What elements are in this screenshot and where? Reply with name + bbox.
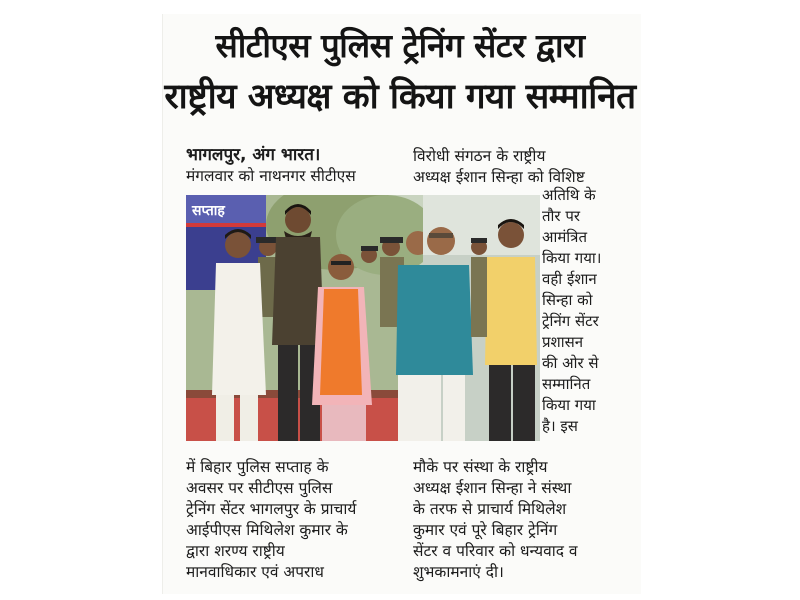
right-column-top — [413, 146, 585, 188]
article-line: सेंटर व परिवार को धन्यवाद व — [413, 542, 578, 560]
article-line: अवसर पर सीटीएस पुलिस — [186, 479, 333, 497]
article-line: आईपीएस मिथिलेश कुमार के — [186, 521, 348, 539]
group-photo-illustration — [186, 195, 423, 441]
article-line: है। इस — [542, 417, 578, 435]
event-photo — [186, 195, 423, 441]
article-line: ट्रेनिंग सेंटर — [542, 312, 599, 330]
article-line: प्रशासन — [542, 333, 584, 351]
event-photo-right — [423, 195, 540, 441]
headline-line-1: सीटीएस पुलिस ट्रेनिंग सेंटर द्वारा — [215, 26, 585, 65]
article-line: अतिथि के — [542, 186, 596, 204]
article-line: ट्रेनिंग सेंटर भागलपुर के प्राचार्य — [186, 500, 357, 518]
right-column-bottom — [413, 457, 578, 583]
article-line: शुभकामनाएं दी। — [413, 563, 504, 581]
article-line: अध्यक्ष ईशान सिन्हा को विशिष्ट — [413, 168, 585, 186]
article-line: किया गया — [542, 396, 596, 414]
dateline: भागलपुर, अंग भारत। — [186, 145, 321, 165]
article-line: में बिहार पुलिस सप्ताह के — [186, 458, 329, 476]
article-line: कुमार एवं पूरे बिहार ट्रेनिंग — [413, 521, 558, 539]
article-line: आमंत्रित — [542, 228, 588, 246]
article-line: मानवाधिकार एवं अपराध — [186, 563, 324, 581]
article-line: किया गया। — [542, 249, 602, 267]
article-line: मौके पर संस्था के राष्ट्रीय — [413, 458, 548, 476]
article-line: वही ईशान — [542, 270, 597, 288]
article-line: की ओर से — [542, 354, 599, 372]
article-line: तौर पर — [542, 207, 580, 225]
group-photo-right-illustration — [423, 195, 540, 441]
article-line: सम्मानित — [542, 375, 591, 393]
article-line: विरोधी संगठन के राष्ट्रीय — [413, 147, 546, 165]
article-line: के तरफ से प्राचार्य मिथिलेश — [413, 500, 567, 518]
article-line: सिन्हा को — [542, 291, 593, 309]
right-column-narrow — [542, 185, 601, 437]
headline-line-2: राष्ट्रीय अध्यक्ष को किया गया सम्मानित — [164, 77, 636, 117]
article-line: अध्यक्ष ईशान सिन्हा ने संस्था — [413, 479, 572, 497]
left-column-bottom — [186, 457, 356, 583]
article-line: द्वारा शरण्य राष्ट्रीय — [186, 542, 285, 560]
left-column-top — [186, 145, 356, 187]
article-line: मंगलवार को नाथनगर सीटीएस — [186, 167, 356, 185]
banner-text: सप्ताह — [192, 203, 225, 219]
